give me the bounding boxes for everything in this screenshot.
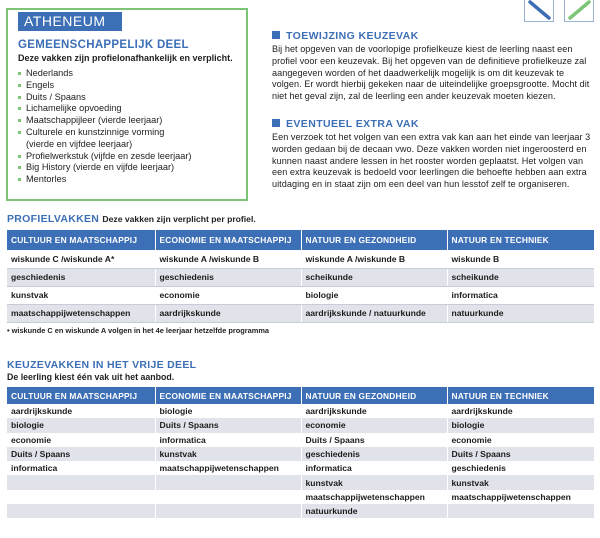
table-header-row xyxy=(7,230,594,250)
table-cell: geschiedenis xyxy=(301,447,447,461)
gemeenschappelijk-deel-heading: GEMEENSCHAPPELIJK DEEL xyxy=(18,39,189,51)
column-header: NATUUR EN TECHNIEK xyxy=(447,230,594,250)
table-cell xyxy=(155,504,301,518)
table-cell: biologie xyxy=(301,286,447,304)
table-row xyxy=(7,286,594,304)
keuzevakken-heading: KEUZEVAKKEN IN HET VRIJE DEEL xyxy=(7,359,197,371)
list-item: Lichamelijke opvoeding xyxy=(18,103,191,115)
list-item: Nederlands xyxy=(18,68,191,80)
bullet-icon xyxy=(18,119,21,122)
table-row xyxy=(7,418,594,432)
table-cell: maatschappijwetenschappen xyxy=(155,461,301,475)
list-item: Engels xyxy=(18,80,191,92)
table-cell: biologie xyxy=(7,418,155,432)
table-cell: scheikunde xyxy=(447,268,594,286)
profielvakken-table xyxy=(7,230,594,323)
table-cell: biologie xyxy=(447,418,594,432)
bullet-icon xyxy=(18,166,21,169)
table-cell: informatica xyxy=(301,461,447,475)
bullet-icon xyxy=(18,178,21,181)
profielvakken-footnote: • wiskunde C en wiskunde A volgen in het 4e leerjaar hetzelfde programma xyxy=(7,326,270,335)
keuzevakken-table xyxy=(7,387,594,518)
diagonal-line-icon-green[interactable] xyxy=(564,0,594,22)
list-item: Maatschappijleer (vierde leerjaar) xyxy=(18,115,191,127)
keuzevakken-subtitle: De leerling kiest één vak uit het aanbod. xyxy=(7,372,175,382)
table-row xyxy=(7,504,594,518)
list-item: Mentorles xyxy=(18,174,191,186)
square-bullet-icon xyxy=(272,119,280,127)
table-cell: kunstvak xyxy=(7,286,155,304)
column-header: NATUUR EN GEZONDHEID xyxy=(301,230,447,250)
table-row xyxy=(7,304,594,322)
table-cell xyxy=(155,490,301,504)
gemeenschappelijk-deel-subtitle: Deze vakken zijn profielonafhankelijk en verplicht. xyxy=(18,53,233,63)
column-header: ECONOMIE EN MAATSCHAPPIJ xyxy=(155,230,301,250)
table-row xyxy=(7,461,594,475)
table-row xyxy=(7,268,594,286)
profielvakken-heading: PROFIELVAKKEN Deze vakken zijn verplicht per profiel. xyxy=(7,213,256,225)
atheneum-box xyxy=(6,8,248,201)
bullet-icon xyxy=(18,131,21,134)
table-header-row xyxy=(7,387,594,404)
list-item: Big History (vierde en vijfde leerjaar) xyxy=(18,162,191,174)
table-cell: natuurkunde xyxy=(447,304,594,322)
profielvakken-note: Deze vakken zijn verplicht per profiel. xyxy=(102,214,256,224)
table-cell: maatschappijwetenschappen xyxy=(301,490,447,504)
table-cell xyxy=(7,475,155,489)
table-cell: Duits / Spaans xyxy=(447,447,594,461)
table-row xyxy=(7,404,594,418)
table-row xyxy=(7,433,594,447)
table-cell: economie xyxy=(7,433,155,447)
square-bullet-icon xyxy=(272,31,280,39)
table-cell: aardrijkskunde xyxy=(301,404,447,418)
table-cell: informatica xyxy=(7,461,155,475)
toewijzing-keuzevak-heading: TOEWIJZING KEUZEVAK xyxy=(272,30,419,42)
table-cell: scheikunde xyxy=(301,268,447,286)
diagonal-line-icon-blue[interactable] xyxy=(524,0,554,22)
table-cell: aardrijkskunde / natuurkunde xyxy=(301,304,447,322)
eventueel-extra-vak-text: Een verzoek tot het volgen van een extra vak kan aan het einde van leerjaar 3 worden gedaan bij de decaan vwo. Deze vakken worden niet ingeroosterd en kunnen naast andere lessen in het rooster worden geplaatst. Het volgen van een extra keuzevak is bedoeld voor leerlingen die behoefte hebben aan extra uitdaging en in staat zijn om een deel van hun lesstof zelf te organiseren. xyxy=(272,132,591,190)
column-header: CULTUUR EN MAATSCHAPPIJ xyxy=(7,387,155,404)
bullet-icon xyxy=(18,72,21,75)
table-cell: aardrijkskunde xyxy=(155,304,301,322)
table-cell: biologie xyxy=(155,404,301,418)
table-cell xyxy=(7,504,155,518)
bullet-icon xyxy=(18,84,21,87)
table-cell: kunstvak xyxy=(155,447,301,461)
list-item: Duits / Spaans xyxy=(18,92,191,104)
table-cell: geschiedenis xyxy=(155,268,301,286)
table-cell: maatschappijwetenschappen xyxy=(447,490,594,504)
list-item: Profielwerkstuk (vijfde en zesde leerjaar) xyxy=(18,151,191,163)
table-cell: aardrijkskunde xyxy=(447,404,594,418)
table-row xyxy=(7,490,594,504)
toewijzing-keuzevak-text: Bij het opgeven van de voorlopige profielkeuze kiest de leerling naast een profiel voor een keuzevak. Bij het opgeven van de definitieve profielkeuze zal aangegeven worden of het daadwerkelijk mogelijk is om dit keuzevak te volgen. Er wordt hierbij gekeken naar de uiteindelijke groepsgrootte. Mocht dit niet het geval zijn, zal de leerling een ander keuzevak moeten kiezen. xyxy=(272,44,590,102)
gemeenschappelijk-deel-list xyxy=(18,68,191,186)
table-cell: geschiedenis xyxy=(7,268,155,286)
table-cell: economie xyxy=(447,433,594,447)
list-item-continuation: (vierde en vijfdee leerjaar) xyxy=(26,138,133,149)
bullet-icon xyxy=(18,107,21,110)
table-cell: kunstvak xyxy=(447,475,594,489)
table-cell: maatschappijwetenschappen xyxy=(7,304,155,322)
table-cell: wiskunde A /wiskunde B xyxy=(155,250,301,268)
table-cell: geschiedenis xyxy=(447,461,594,475)
table-cell xyxy=(447,504,594,518)
table-cell: Duits / Spaans xyxy=(301,433,447,447)
bullet-icon xyxy=(18,96,21,99)
table-cell: natuurkunde xyxy=(301,504,447,518)
table-row xyxy=(7,447,594,461)
table-cell xyxy=(155,475,301,489)
atheneum-tag: ATHENEUM xyxy=(18,12,122,31)
table-cell: Duits / Spaans xyxy=(7,447,155,461)
column-header: NATUUR EN GEZONDHEID xyxy=(301,387,447,404)
table-cell: economie xyxy=(301,418,447,432)
list-item: Culturele en kunstzinnige vorming xyxy=(18,127,191,139)
column-header: ECONOMIE EN MAATSCHAPPIJ xyxy=(155,387,301,404)
table-cell: informatica xyxy=(447,286,594,304)
column-header: CULTUUR EN MAATSCHAPPIJ xyxy=(7,230,155,250)
table-row xyxy=(7,475,594,489)
table-cell: Duits / Spaans xyxy=(155,418,301,432)
table-cell: wiskunde A /wiskunde B xyxy=(301,250,447,268)
table-cell: wiskunde B xyxy=(447,250,594,268)
bullet-icon xyxy=(18,155,21,158)
table-cell: informatica xyxy=(155,433,301,447)
eventueel-extra-vak-heading: EVENTUEEL EXTRA VAK xyxy=(272,118,419,130)
table-row xyxy=(7,250,594,268)
table-cell: aardrijkskunde xyxy=(7,404,155,418)
table-cell xyxy=(7,490,155,504)
table-cell: kunstvak xyxy=(301,475,447,489)
table-cell: economie xyxy=(155,286,301,304)
table-cell: wiskunde C /wiskunde A* xyxy=(7,250,155,268)
column-header: NATUUR EN TECHNIEK xyxy=(447,387,594,404)
